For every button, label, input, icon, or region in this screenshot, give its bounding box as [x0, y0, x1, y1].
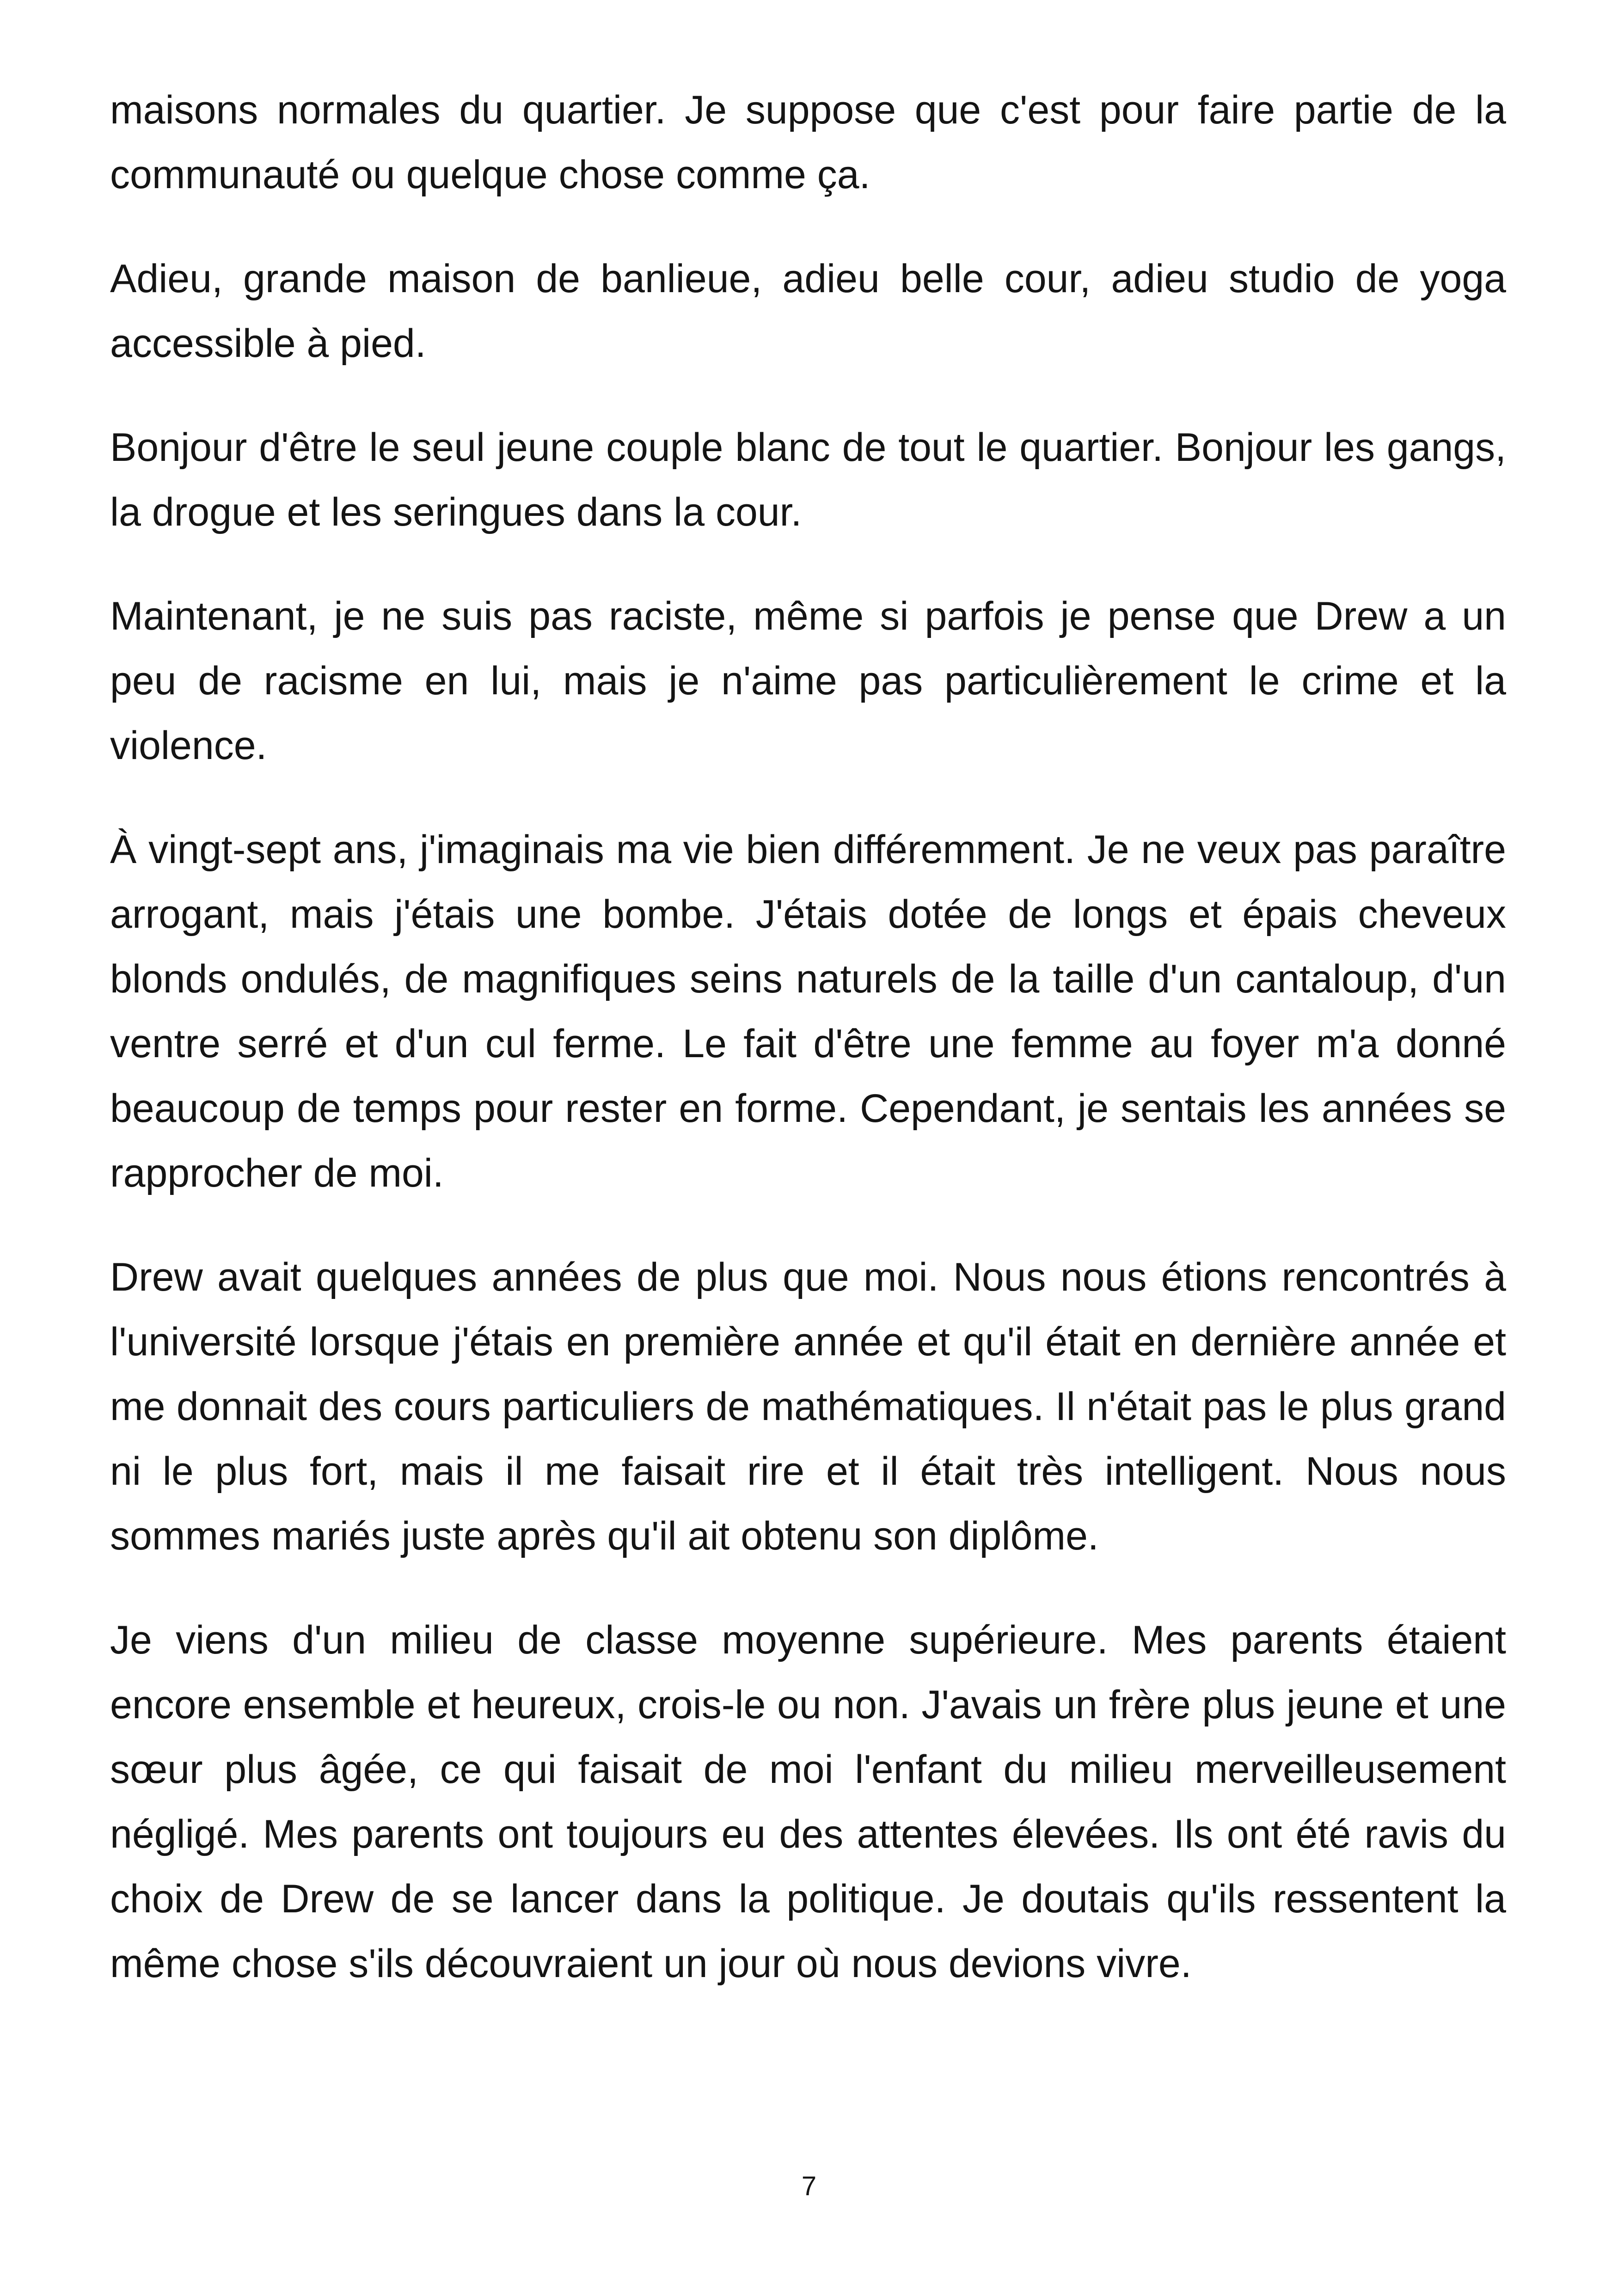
- page-number: 7: [801, 2171, 817, 2201]
- paragraph-7: Je viens d'un milieu de classe moyenne supérieure. Mes parents étaient encore ensemble et heureux, crois-le ou non. J'avais un frère plus jeune et une sœur plus âgée, ce qui faisait de moi l'enfant du milieu merveilleusement négligé. Mes parents ont toujours eu des attentes élevées. Ils ont été ravis du choix de Drew de se lancer dans la politique. Je doutais qu'ils ressentent la même chose s'ils découvraient un jour où nous devions vivre.: [110, 1618, 1506, 1986]
- paragraph-3: Bonjour d'être le seul jeune couple blanc de tout le quartier. Bonjour les gangs, la drogue et les seringues dans la cour.: [110, 425, 1506, 534]
- paragraph-2: Adieu, grande maison de banlieue, adieu belle cour, adieu studio de yoga accessible à pied.: [110, 257, 1506, 366]
- paragraph-5: À vingt-sept ans, j'imaginais ma vie bien différemment. Je ne veux pas paraître arrogant, mais j'étais une bombe. J'étais dotée de longs et épais cheveux blonds ondulés, de magnifiques seins naturels de la taille d'un cantaloup, d'un ventre serré et d'un cul ferme. Le fait d'être une femme au foyer m'a donné beaucoup de temps pour rester en forme. Cependant, je sentais les années se rapprocher de moi.: [110, 827, 1506, 1195]
- paragraph-4: Maintenant, je ne suis pas raciste, même si parfois je pense que Drew a un peu de racisme en lui, mais je n'aime pas particulièrement le crime et la violence.: [110, 594, 1506, 768]
- paragraph-6: Drew avait quelques années de plus que moi. Nous nous étions rencontrés à l'université lorsque j'étais en première année et qu'il était en dernière année et me donnait des cours particuliers de mathématiques. Il n'était pas le plus grand ni le plus fort, mais il me faisait rire et il était très intelligent. Nous nous sommes mariés juste après qu'il ait obtenu son diplôme.: [110, 1255, 1506, 1558]
- paragraph-1: maisons normales du quartier. Je suppose que c'est pour faire partie de la communauté ou quelque chose comme ça.: [110, 88, 1506, 197]
- body-text: [110, 78, 1506, 2035]
